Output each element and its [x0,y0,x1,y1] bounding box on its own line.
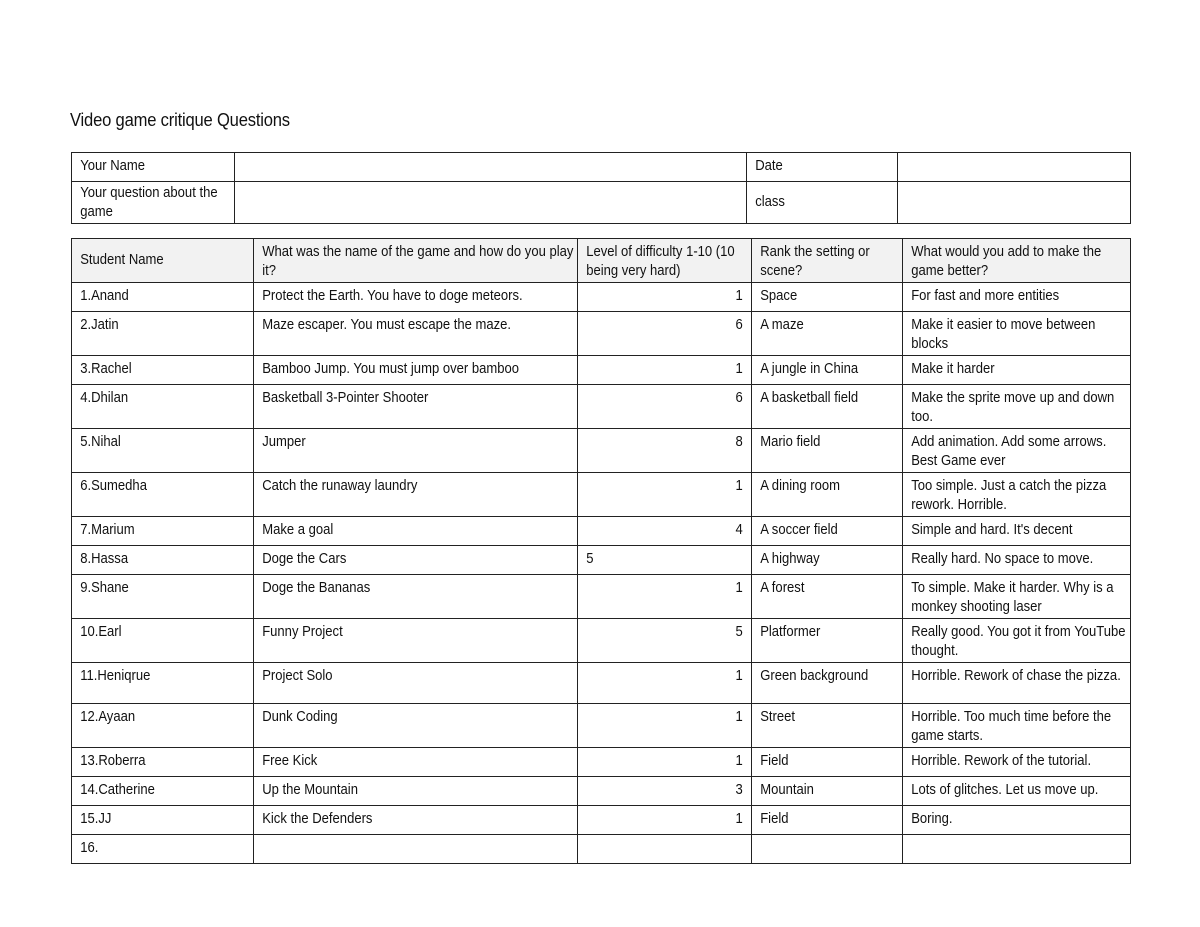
game-name-cell: Jumper [254,429,578,473]
header-difficulty: Level of difficulty 1-10 (10 being very hard) [578,239,752,283]
difficulty-cell: 8 [578,429,752,473]
table-row [72,356,1131,385]
setting-cell: A maze [752,312,903,356]
student-name-cell: 8.Hassa [72,546,254,575]
game-name-cell[interactable] [254,835,578,864]
class-label: class [747,182,898,224]
difficulty-cell: 1 [578,283,752,312]
improvement-cell: Add animation. Add some arrows. Best Game ever [903,429,1131,473]
table-row [72,777,1131,806]
question-label: Your question about the game [72,182,235,224]
game-name-cell: Up the Mountain [254,777,578,806]
game-name-cell: Doge the Cars [254,546,578,575]
difficulty-cell: 1 [578,806,752,835]
game-name-cell: Protect the Earth. You have to doge meteors. [254,283,578,312]
table-row [72,546,1131,575]
game-name-cell: Project Solo [254,663,578,704]
student-name-cell: 7.Marium [72,517,254,546]
improvement-cell: Really good. You got it from YouTube thought. [903,619,1131,663]
student-name-cell: 6.Sumedha [72,473,254,517]
your-name-label: Your Name [72,153,235,182]
student-name-cell: 14.Catherine [72,777,254,806]
game-name-cell: Kick the Defenders [254,806,578,835]
student-name-cell: 16. [72,835,254,864]
difficulty-cell: 6 [578,385,752,429]
class-field[interactable] [898,182,1131,224]
improvement-cell: Make it easier to move between blocks [903,312,1131,356]
setting-cell: Field [752,806,903,835]
game-name-cell: Catch the runaway laundry [254,473,578,517]
difficulty-cell: 1 [578,704,752,748]
header-setting: Rank the setting or scene? [752,239,903,283]
header-game-name: What was the name of the game and how do you play it? [254,239,578,283]
improvement-cell: Make the sprite move up and down too. [903,385,1131,429]
setting-cell: A soccer field [752,517,903,546]
header-student-name: Student Name [72,239,254,283]
student-name-cell: 12.Ayaan [72,704,254,748]
setting-cell: A dining room [752,473,903,517]
game-name-cell: Basketball 3-Pointer Shooter [254,385,578,429]
game-name-cell: Doge the Bananas [254,575,578,619]
student-name-cell: 5.Nihal [72,429,254,473]
improvement-cell: For fast and more entities [903,283,1131,312]
table-row [72,748,1131,777]
game-name-cell: Make a goal [254,517,578,546]
date-label: Date [747,153,898,182]
student-name-cell: 9.Shane [72,575,254,619]
setting-cell: A basketball field [752,385,903,429]
student-name-cell: 4.Dhilan [72,385,254,429]
game-name-cell: Free Kick [254,748,578,777]
your-name-field[interactable] [235,153,747,182]
difficulty-cell[interactable] [578,835,752,864]
difficulty-cell: 1 [578,663,752,704]
improvement-cell: Lots of glitches. Let us move up. [903,777,1131,806]
table-row [72,473,1131,517]
setting-cell: Space [752,283,903,312]
difficulty-cell: 5 [578,619,752,663]
setting-cell: A highway [752,546,903,575]
game-name-cell: Maze escaper. You must escape the maze. [254,312,578,356]
difficulty-cell: 1 [578,473,752,517]
setting-cell: Green background [752,663,903,704]
table-row [72,663,1131,704]
student-info-table [71,152,1131,224]
table-row [72,619,1131,663]
table-row [72,385,1131,429]
setting-cell[interactable] [752,835,903,864]
student-name-cell: 3.Rachel [72,356,254,385]
game-name-cell: Bamboo Jump. You must jump over bamboo [254,356,578,385]
improvement-cell: Horrible. Rework of chase the pizza. [903,663,1131,704]
setting-cell: A jungle in China [752,356,903,385]
difficulty-cell: 1 [578,575,752,619]
student-name-cell: 1.Anand [72,283,254,312]
game-name-cell: Dunk Coding [254,704,578,748]
difficulty-cell: 6 [578,312,752,356]
setting-cell: Street [752,704,903,748]
setting-cell: Mario field [752,429,903,473]
game-name-cell: Funny Project [254,619,578,663]
difficulty-cell: 4 [578,517,752,546]
improvement-cell: Boring. [903,806,1131,835]
table-row [72,429,1131,473]
table-row [72,575,1131,619]
table-row [72,835,1131,864]
question-field[interactable] [235,182,747,224]
table-row [72,517,1131,546]
improvement-cell: Too simple. Just a catch the pizza rework. Horrible. [903,473,1131,517]
difficulty-cell: 5 [578,546,752,575]
difficulty-cell: 1 [578,356,752,385]
improvement-cell: To simple. Make it harder. Why is a monkey shooting laser [903,575,1131,619]
table-row [72,312,1131,356]
setting-cell: Mountain [752,777,903,806]
setting-cell: A forest [752,575,903,619]
student-name-cell: 11.Heniqrue [72,663,254,704]
difficulty-cell: 3 [578,777,752,806]
difficulty-cell: 1 [578,748,752,777]
page-title: Video game critique Questions [70,110,290,130]
setting-cell: Platformer [752,619,903,663]
table-row [72,704,1131,748]
improvement-cell[interactable] [903,835,1131,864]
improvement-cell: Horrible. Too much time before the game starts. [903,704,1131,748]
student-name-cell: 2.Jatin [72,312,254,356]
improvement-cell: Simple and hard. It's decent [903,517,1131,546]
improvement-cell: Horrible. Rework of the tutorial. [903,748,1131,777]
table-row [72,283,1131,312]
student-name-cell: 13.Roberra [72,748,254,777]
date-field[interactable] [898,153,1131,182]
header-improvement: What would you add to make the game better? [903,239,1131,283]
critique-table [71,238,1131,864]
table-row [72,806,1131,835]
student-name-cell: 10.Earl [72,619,254,663]
student-name-cell: 15.JJ [72,806,254,835]
improvement-cell: Make it harder [903,356,1131,385]
setting-cell: Field [752,748,903,777]
improvement-cell: Really hard. No space to move. [903,546,1131,575]
